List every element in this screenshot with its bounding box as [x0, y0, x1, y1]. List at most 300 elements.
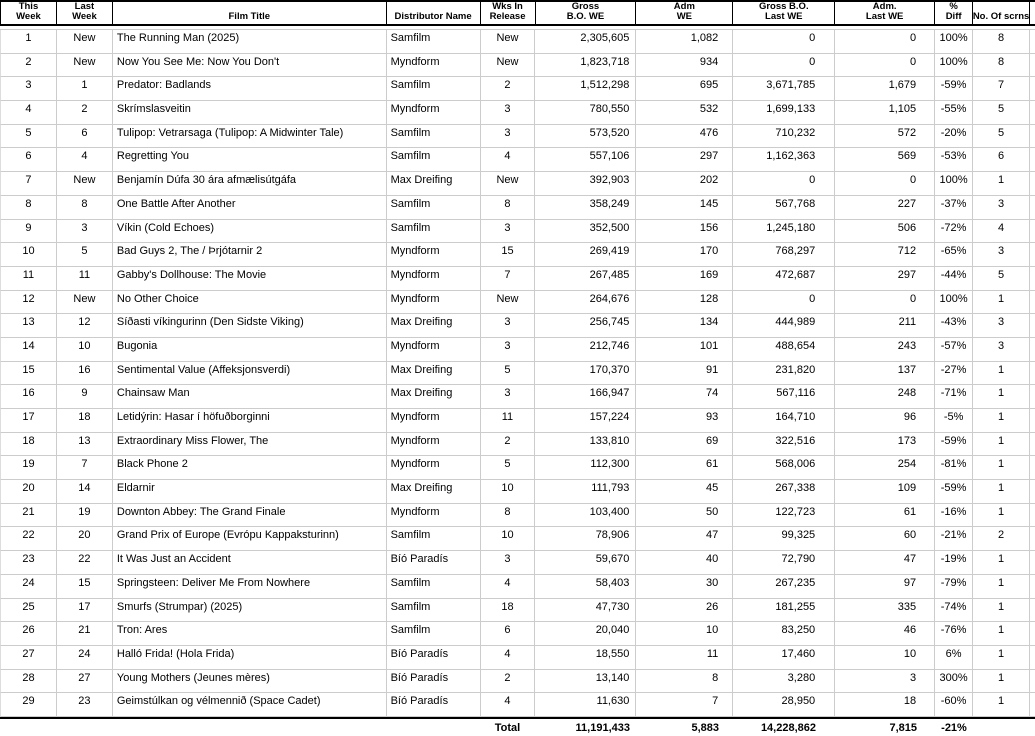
row-filler	[1030, 338, 1035, 361]
row-filler	[1030, 148, 1035, 171]
cell-distributor-name: Samfilm	[387, 196, 481, 219]
table-row	[0, 267, 1035, 291]
table-row	[0, 599, 1035, 623]
cell-adm-last-we: 47	[835, 551, 935, 574]
row-filler	[1030, 267, 1035, 290]
table-row	[0, 314, 1035, 338]
cell-gross-bo-last-we: 0	[733, 291, 835, 314]
cell-adm-we: 93	[636, 409, 733, 432]
cell-adm-we: 8	[636, 670, 733, 693]
cell-film-title: Sentimental Value (Affeksjonsverdi)	[113, 362, 387, 385]
cell-last-week: New	[57, 172, 113, 195]
cell-last-week: 8	[57, 196, 113, 219]
cell-adm-we: 40	[636, 551, 733, 574]
cell-gross-bo-last-we: 122,723	[733, 504, 835, 527]
cell-adm-last-we: 1,105	[835, 101, 935, 124]
cell-gross-bo-last-we: 568,006	[733, 456, 835, 479]
cell-pct-diff: -59%	[935, 433, 973, 456]
cell-film-title: Eldarnir	[113, 480, 387, 503]
cell-distributor-name: Samfilm	[387, 30, 481, 53]
total-gross-bo-last-we: 14,228,862	[760, 721, 816, 734]
cell-distributor-name: Myndform	[387, 409, 481, 432]
row-filler	[1030, 456, 1035, 479]
cell-film-title: The Running Man (2025)	[113, 30, 387, 53]
cell-distributor-name: Max Dreifing	[387, 362, 481, 385]
cell-adm-we: 11	[636, 646, 733, 669]
cell-this-week: 4	[1, 101, 57, 124]
cell-adm-we: 7	[636, 693, 733, 716]
cell-gross-bo-last-we: 1,245,180	[733, 220, 835, 243]
cell-this-week: 22	[1, 527, 57, 550]
cell-last-week: 3	[57, 220, 113, 243]
cell-wks-in-release: 8	[481, 196, 536, 219]
cell-adm-last-we: 109	[835, 480, 935, 503]
cell-no-of-scrns: 1	[973, 575, 1030, 598]
cell-last-week: 27	[57, 670, 113, 693]
cell-distributor-name: Bíó Paradís	[387, 693, 481, 716]
cell-last-week: New	[57, 291, 113, 314]
cell-distributor-name: Myndform	[387, 338, 481, 361]
cell-no-of-scrns: 1	[973, 670, 1030, 693]
row-filler	[1030, 220, 1035, 243]
table-row	[0, 148, 1035, 172]
cell-no-of-scrns: 1	[973, 362, 1030, 385]
cell-wks-in-release: New	[481, 30, 536, 53]
cell-no-of-scrns: 1	[973, 551, 1030, 574]
table-row	[0, 551, 1035, 575]
cell-gross-bo-we: 269,419	[535, 243, 636, 266]
cell-gross-bo-last-we: 444,989	[733, 314, 835, 337]
cell-this-week: 14	[1, 338, 57, 361]
cell-gross-bo-last-we: 83,250	[733, 622, 835, 645]
cell-adm-last-we: 1,679	[835, 77, 935, 100]
cell-this-week: 17	[1, 409, 57, 432]
cell-wks-in-release: 3	[481, 314, 536, 337]
cell-film-title: Chainsaw Man	[113, 385, 387, 408]
cell-pct-diff: 100%	[935, 54, 973, 77]
cell-wks-in-release: 6	[481, 622, 536, 645]
cell-wks-in-release: 3	[481, 220, 536, 243]
cell-last-week: 17	[57, 599, 113, 622]
cell-gross-bo-last-we: 0	[733, 172, 835, 195]
cell-adm-we: 476	[636, 125, 733, 148]
cell-last-week: 5	[57, 243, 113, 266]
cell-pct-diff: -57%	[935, 338, 973, 361]
cell-last-week: New	[57, 30, 113, 53]
cell-pct-diff: 100%	[935, 30, 973, 53]
cell-gross-bo-we: 20,040	[535, 622, 636, 645]
header-pct-diff: % Diff	[935, 2, 973, 24]
cell-film-title: Now You See Me: Now You Don't	[113, 54, 387, 77]
cell-wks-in-release: 7	[481, 267, 536, 290]
total-adm-last-we: 7,815	[889, 721, 917, 734]
cell-film-title: Víkin (Cold Echoes)	[113, 220, 387, 243]
table-body	[0, 30, 1035, 717]
row-filler	[1030, 196, 1035, 219]
cell-gross-bo-last-we: 267,338	[733, 480, 835, 503]
table-row	[0, 196, 1035, 220]
cell-film-title: One Battle After Another	[113, 196, 387, 219]
cell-film-title: No Other Choice	[113, 291, 387, 314]
table-row	[0, 362, 1035, 386]
cell-film-title: Síðasti víkingurinn (Den Sidste Viking)	[113, 314, 387, 337]
cell-film-title: Black Phone 2	[113, 456, 387, 479]
cell-adm-last-we: 0	[835, 54, 935, 77]
cell-gross-bo-last-we: 3,280	[733, 670, 835, 693]
cell-gross-bo-we: 103,400	[535, 504, 636, 527]
cell-pct-diff: 100%	[935, 172, 973, 195]
cell-distributor-name: Bíó Paradís	[387, 670, 481, 693]
cell-adm-last-we: 0	[835, 172, 935, 195]
table-row	[0, 527, 1035, 551]
cell-last-week: 20	[57, 527, 113, 550]
cell-gross-bo-last-we: 1,162,363	[733, 148, 835, 171]
table-row	[0, 101, 1035, 125]
header-adm-last-we: Adm. Last WE	[835, 2, 935, 24]
cell-gross-bo-last-we: 17,460	[733, 646, 835, 669]
cell-no-of-scrns: 7	[973, 77, 1030, 100]
row-filler	[1030, 54, 1035, 77]
header-gross-bo-last-we: Gross B.O. Last WE	[733, 2, 835, 24]
cell-film-title: Young Mothers (Jeunes mères)	[113, 670, 387, 693]
cell-no-of-scrns: 1	[973, 622, 1030, 645]
cell-adm-we: 297	[636, 148, 733, 171]
cell-last-week: 2	[57, 101, 113, 124]
cell-pct-diff: -19%	[935, 551, 973, 574]
cell-gross-bo-last-we: 567,768	[733, 196, 835, 219]
cell-adm-we: 695	[636, 77, 733, 100]
cell-gross-bo-we: 212,746	[535, 338, 636, 361]
cell-distributor-name: Samfilm	[387, 220, 481, 243]
row-filler	[1030, 693, 1035, 716]
cell-pct-diff: -44%	[935, 267, 973, 290]
cell-pct-diff: 300%	[935, 670, 973, 693]
cell-adm-last-we: 0	[835, 30, 935, 53]
cell-adm-we: 26	[636, 599, 733, 622]
cell-this-week: 7	[1, 172, 57, 195]
cell-adm-we: 532	[636, 101, 733, 124]
cell-gross-bo-we: 170,370	[535, 362, 636, 385]
cell-distributor-name: Myndform	[387, 433, 481, 456]
header-filler	[1030, 2, 1035, 24]
cell-adm-we: 145	[636, 196, 733, 219]
cell-this-week: 15	[1, 362, 57, 385]
row-filler	[1030, 243, 1035, 266]
cell-distributor-name: Bíó Paradís	[387, 646, 481, 669]
cell-gross-bo-we: 264,676	[535, 291, 636, 314]
cell-this-week: 2	[1, 54, 57, 77]
cell-gross-bo-we: 2,305,605	[535, 30, 636, 53]
row-filler	[1030, 599, 1035, 622]
cell-this-week: 28	[1, 670, 57, 693]
cell-adm-last-we: 335	[835, 599, 935, 622]
cell-no-of-scrns: 1	[973, 385, 1030, 408]
row-filler	[1030, 504, 1035, 527]
cell-film-title: Letidýrin: Hasar í höfuðborginni	[113, 409, 387, 432]
table-row	[0, 385, 1035, 409]
total-distributor-name	[386, 719, 480, 736]
header-no-of-scrns: No. Of scrns	[973, 2, 1030, 24]
cell-wks-in-release: 10	[481, 480, 536, 503]
cell-gross-bo-we: 166,947	[535, 385, 636, 408]
cell-adm-last-we: 60	[835, 527, 935, 550]
cell-film-title: Benjamín Dúfa 30 ára afmælisútgáfa	[113, 172, 387, 195]
cell-pct-diff: -5%	[935, 409, 973, 432]
cell-adm-last-we: 227	[835, 196, 935, 219]
table-row	[0, 622, 1035, 646]
row-filler	[1030, 77, 1035, 100]
table-row	[0, 125, 1035, 149]
cell-distributor-name: Myndform	[387, 101, 481, 124]
cell-gross-bo-last-we: 181,255	[733, 599, 835, 622]
cell-adm-we: 69	[636, 433, 733, 456]
row-filler	[1030, 314, 1035, 337]
cell-distributor-name: Max Dreifing	[387, 172, 481, 195]
total-pct-diff: -21%	[941, 721, 967, 734]
cell-adm-last-we: 254	[835, 456, 935, 479]
cell-this-week: 18	[1, 433, 57, 456]
cell-last-week: 7	[57, 456, 113, 479]
cell-film-title: Regretting You	[113, 148, 387, 171]
cell-adm-we: 50	[636, 504, 733, 527]
cell-this-week: 19	[1, 456, 57, 479]
cell-gross-bo-last-we: 164,710	[733, 409, 835, 432]
cell-wks-in-release: 5	[481, 362, 536, 385]
cell-film-title: Grand Prix of Europe (Evrópu Kappaksturinn)	[113, 527, 387, 550]
cell-no-of-scrns: 8	[973, 30, 1030, 53]
cell-this-week: 26	[1, 622, 57, 645]
row-filler	[1030, 409, 1035, 432]
cell-adm-we: 169	[636, 267, 733, 290]
cell-film-title: It Was Just an Accident	[113, 551, 387, 574]
cell-pct-diff: -65%	[935, 243, 973, 266]
cell-film-title: Halló Frida! (Hola Frida)	[113, 646, 387, 669]
cell-pct-diff: -74%	[935, 599, 973, 622]
cell-last-week: 12	[57, 314, 113, 337]
row-filler	[1030, 480, 1035, 503]
cell-gross-bo-we: 358,249	[535, 196, 636, 219]
cell-adm-last-we: 97	[835, 575, 935, 598]
cell-pct-diff: -79%	[935, 575, 973, 598]
cell-last-week: 21	[57, 622, 113, 645]
cell-distributor-name: Max Dreifing	[387, 314, 481, 337]
cell-wks-in-release: 11	[481, 409, 536, 432]
cell-pct-diff: -72%	[935, 220, 973, 243]
cell-gross-bo-last-we: 72,790	[733, 551, 835, 574]
cell-this-week: 12	[1, 291, 57, 314]
cell-this-week: 25	[1, 599, 57, 622]
total-row	[0, 717, 1035, 736]
cell-adm-last-we: 46	[835, 622, 935, 645]
cell-pct-diff: -27%	[935, 362, 973, 385]
cell-distributor-name: Max Dreifing	[387, 480, 481, 503]
cell-adm-we: 170	[636, 243, 733, 266]
cell-wks-in-release: New	[481, 54, 536, 77]
cell-no-of-scrns: 3	[973, 243, 1030, 266]
table-row	[0, 433, 1035, 457]
cell-gross-bo-we: 157,224	[535, 409, 636, 432]
cell-pct-diff: -55%	[935, 101, 973, 124]
row-filler	[1030, 670, 1035, 693]
cell-gross-bo-we: 18,550	[535, 646, 636, 669]
cell-no-of-scrns: 2	[973, 527, 1030, 550]
cell-adm-last-we: 3	[835, 670, 935, 693]
cell-last-week: 18	[57, 409, 113, 432]
cell-pct-diff: -37%	[935, 196, 973, 219]
cell-adm-last-we: 569	[835, 148, 935, 171]
cell-no-of-scrns: 6	[973, 148, 1030, 171]
cell-this-week: 6	[1, 148, 57, 171]
cell-this-week: 8	[1, 196, 57, 219]
cell-this-week: 27	[1, 646, 57, 669]
header-row	[0, 0, 1035, 26]
cell-adm-we: 45	[636, 480, 733, 503]
cell-no-of-scrns: 1	[973, 693, 1030, 716]
cell-no-of-scrns: 4	[973, 220, 1030, 243]
cell-gross-bo-last-we: 231,820	[733, 362, 835, 385]
cell-last-week: 10	[57, 338, 113, 361]
cell-gross-bo-last-we: 322,516	[733, 433, 835, 456]
cell-wks-in-release: 2	[481, 670, 536, 693]
cell-adm-last-we: 572	[835, 125, 935, 148]
cell-no-of-scrns: 1	[973, 172, 1030, 195]
cell-wks-in-release: 10	[481, 527, 536, 550]
cell-adm-last-we: 211	[835, 314, 935, 337]
total-adm-we: 5,883	[691, 721, 719, 734]
cell-adm-we: 30	[636, 575, 733, 598]
cell-wks-in-release: 18	[481, 599, 536, 622]
row-filler	[1030, 622, 1035, 645]
cell-distributor-name: Myndform	[387, 243, 481, 266]
cell-adm-we: 128	[636, 291, 733, 314]
cell-last-week: 6	[57, 125, 113, 148]
cell-adm-last-we: 506	[835, 220, 935, 243]
cell-no-of-scrns: 1	[973, 409, 1030, 432]
header-film-title: Film Title	[113, 2, 387, 24]
cell-last-week: 9	[57, 385, 113, 408]
cell-last-week: 22	[57, 551, 113, 574]
cell-pct-diff: -81%	[935, 456, 973, 479]
cell-gross-bo-we: 133,810	[535, 433, 636, 456]
cell-wks-in-release: 3	[481, 125, 536, 148]
cell-adm-we: 202	[636, 172, 733, 195]
cell-this-week: 3	[1, 77, 57, 100]
cell-adm-last-we: 173	[835, 433, 935, 456]
cell-distributor-name: Samfilm	[387, 575, 481, 598]
cell-film-title: Tron: Ares	[113, 622, 387, 645]
cell-no-of-scrns: 5	[973, 101, 1030, 124]
cell-gross-bo-we: 11,630	[535, 693, 636, 716]
table-row	[0, 77, 1035, 101]
cell-gross-bo-last-we: 3,671,785	[733, 77, 835, 100]
table-row	[0, 646, 1035, 670]
cell-film-title: Smurfs (Strumpar) (2025)	[113, 599, 387, 622]
cell-gross-bo-last-we: 472,687	[733, 267, 835, 290]
cell-film-title: Bad Guys 2, The / Þrjótarnir 2	[113, 243, 387, 266]
cell-distributor-name: Samfilm	[387, 622, 481, 645]
cell-distributor-name: Samfilm	[387, 148, 481, 171]
cell-adm-last-we: 96	[835, 409, 935, 432]
cell-distributor-name: Samfilm	[387, 77, 481, 100]
cell-gross-bo-last-we: 768,297	[733, 243, 835, 266]
cell-distributor-name: Myndform	[387, 267, 481, 290]
cell-last-week: 16	[57, 362, 113, 385]
cell-wks-in-release: 3	[481, 101, 536, 124]
cell-no-of-scrns: 1	[973, 456, 1030, 479]
cell-last-week: 1	[57, 77, 113, 100]
cell-last-week: 19	[57, 504, 113, 527]
table-row	[0, 243, 1035, 267]
cell-wks-in-release: 3	[481, 551, 536, 574]
cell-gross-bo-we: 267,485	[535, 267, 636, 290]
cell-this-week: 1	[1, 30, 57, 53]
cell-last-week: 15	[57, 575, 113, 598]
cell-adm-we: 156	[636, 220, 733, 243]
cell-pct-diff: -16%	[935, 504, 973, 527]
cell-gross-bo-last-we: 1,699,133	[733, 101, 835, 124]
row-filler	[1030, 30, 1035, 53]
cell-gross-bo-we: 1,512,298	[535, 77, 636, 100]
cell-pct-diff: -21%	[935, 527, 973, 550]
cell-gross-bo-we: 111,793	[535, 480, 636, 503]
cell-no-of-scrns: 3	[973, 338, 1030, 361]
cell-pct-diff: -53%	[935, 148, 973, 171]
cell-wks-in-release: 3	[481, 385, 536, 408]
cell-this-week: 9	[1, 220, 57, 243]
cell-gross-bo-last-we: 710,232	[733, 125, 835, 148]
cell-distributor-name: Myndform	[387, 456, 481, 479]
cell-no-of-scrns: 1	[973, 433, 1030, 456]
cell-adm-we: 101	[636, 338, 733, 361]
cell-gross-bo-last-we: 99,325	[733, 527, 835, 550]
cell-adm-last-we: 10	[835, 646, 935, 669]
cell-no-of-scrns: 8	[973, 54, 1030, 77]
cell-no-of-scrns: 5	[973, 125, 1030, 148]
row-filler	[1030, 527, 1035, 550]
table-row	[0, 172, 1035, 196]
cell-wks-in-release: 2	[481, 433, 536, 456]
cell-this-week: 13	[1, 314, 57, 337]
table-row	[0, 220, 1035, 244]
total-label: Total	[494, 721, 521, 734]
cell-adm-last-we: 61	[835, 504, 935, 527]
cell-this-week: 16	[1, 385, 57, 408]
cell-pct-diff: -60%	[935, 693, 973, 716]
cell-this-week: 21	[1, 504, 57, 527]
cell-pct-diff: -76%	[935, 622, 973, 645]
table-row	[0, 575, 1035, 599]
table-row	[0, 54, 1035, 78]
row-filler	[1030, 385, 1035, 408]
cell-gross-bo-we: 352,500	[535, 220, 636, 243]
total-no-of-scrns	[973, 719, 1030, 736]
cell-gross-bo-we: 112,300	[535, 456, 636, 479]
cell-film-title: Skrímslasveitin	[113, 101, 387, 124]
row-filler	[1030, 172, 1035, 195]
header-wks-in-release: Wks In Release	[481, 2, 536, 24]
cell-film-title: Gabby's Dollhouse: The Movie	[113, 267, 387, 290]
cell-gross-bo-we: 78,906	[535, 527, 636, 550]
cell-film-title: Downton Abbey: The Grand Finale	[113, 504, 387, 527]
table-row	[0, 504, 1035, 528]
row-filler	[1030, 101, 1035, 124]
cell-gross-bo-we: 557,106	[535, 148, 636, 171]
cell-film-title: Tulipop: Vetrarsaga (Tulipop: A Midwinter Tale)	[113, 125, 387, 148]
cell-distributor-name: Samfilm	[387, 125, 481, 148]
cell-no-of-scrns: 3	[973, 314, 1030, 337]
cell-adm-we: 1,082	[636, 30, 733, 53]
cell-wks-in-release: 3	[481, 338, 536, 361]
